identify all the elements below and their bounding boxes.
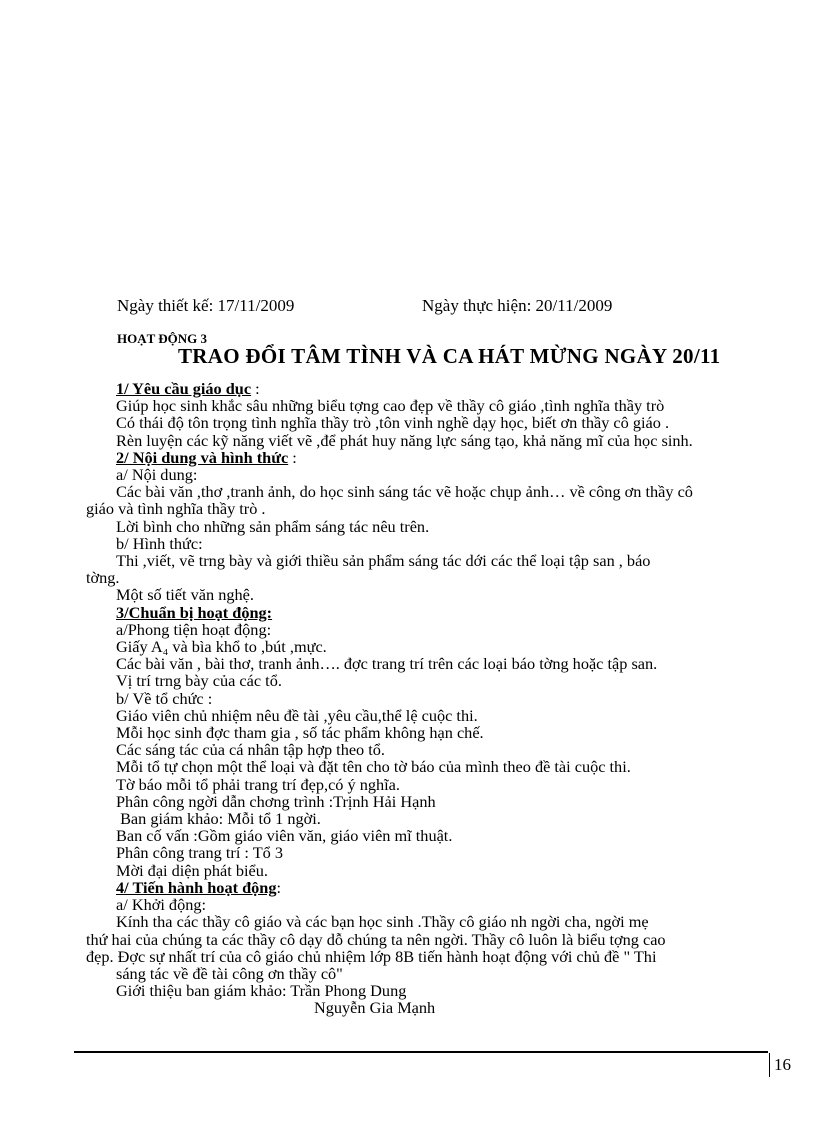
paragraph-line: thứ hai của chúng ta các thầy cô dạy dỗ chúng ta nên ngời. Thầy cô luôn là biểu tợng cao	[86, 929, 666, 949]
paragraph-line: Một số tiết văn nghệ.	[116, 585, 254, 605]
paragraph-line: Có thái độ tôn trọng tình nghĩa thầy trò ,tôn vinh nghề dạy học, biết ơn thầy cô giáo .	[116, 413, 670, 433]
execution-date: Ngày thực hiện: 20/11/2009	[422, 296, 613, 315]
subheading: a/Phong tiện hoạt động:	[116, 619, 272, 639]
section-2-heading-text: 2/ Nội dung và hình thức	[116, 447, 289, 467]
section-1-heading-suffix: :	[251, 379, 260, 398]
paragraph-line: giáo và tình nghĩa thầy trò .	[86, 499, 266, 519]
subheading: a/ Nội dung:	[116, 465, 198, 485]
paragraph-line: Mỗi tổ tự chọn một thể loại và đặt tên cho tờ báo của mình theo đề tài cuộc thi.	[116, 757, 631, 777]
paragraph-line: Tờ báo mỗi tổ phải trang trí đẹp,có ý nghĩa.	[116, 774, 400, 794]
subheading: b/ Về tổ chức :	[116, 688, 213, 708]
judges-line: Giới thiệu ban giám khảo: Trần Phong Dung	[116, 981, 407, 1001]
section-3-heading-text: 3/Chuẩn bị hoạt động:	[116, 602, 273, 622]
page-number-box	[769, 1053, 794, 1077]
paragraph-line: Ban giám khảo: Mỗi tổ 1 ngời.	[116, 809, 321, 829]
paragraph-line: Giúp học sinh khắc sâu những biểu tợng cao đẹp về thầy cô giáo ,tình nghĩa thầy trò	[116, 396, 665, 416]
judges-line: Nguyễn Gia Mạnh	[314, 998, 436, 1018]
paragraph-line: Giáo viên chủ nhiệm nêu đề tài ,yêu cầu,thể lệ cuộc thi.	[116, 705, 478, 725]
section-1-heading	[86, 380, 776, 397]
section-2-heading	[86, 449, 776, 466]
document-body	[86, 380, 776, 1017]
design-date: Ngày thiết kế: 17/11/2009	[117, 296, 295, 315]
paragraph-line: Vị trí trng bày của các tổ.	[116, 671, 282, 691]
paragraph-line: sáng tác về đề tài công ơn thầy cô"	[116, 963, 343, 983]
paragraph-line: Ban cố vấn :Gồm giáo viên văn, giáo viên mĩ thuật.	[116, 826, 453, 846]
section-1-heading-text: 1/ Yêu cầu giáo dục	[116, 379, 252, 398]
section-4-heading-suffix: :	[276, 877, 282, 897]
section-4-heading-text: 4/ Tiến hành hoạt động	[116, 877, 277, 897]
section-4-heading	[86, 879, 776, 896]
section-2-heading-suffix: :	[288, 447, 297, 467]
paragraph-line: Phân công ngời dẫn chơng trình :Trịnh Hải Hạnh	[116, 791, 436, 811]
paragraph-line: Mỗi học sinh đợc tham gia , số tác phẩm không hạn chế.	[116, 723, 484, 743]
activity-label: HOẠT ĐỘNG 3	[117, 331, 208, 346]
paragraph-line: Phân công trang trí : Tổ 3	[116, 843, 284, 863]
page-number: 16	[774, 1055, 791, 1074]
paragraph-line: Kính tha các thầy cô giáo và các bạn học sinh .Thầy cô giáo nh ngời cha, ngời mẹ	[116, 912, 649, 932]
paragraph-line: Giấy A₄ và bìa khổ to ,bút ,mực.	[116, 637, 327, 657]
paragraph-line: tờng.	[86, 568, 120, 588]
paragraph-line: đẹp. Đợc sự nhất trí của cô giáo chủ nhiệm lớp 8B tiến hành hoạt động với chủ đề " Thi	[86, 946, 657, 966]
subheading: b/ Hình thức:	[116, 533, 203, 553]
paragraph-line: Các sáng tác của cá nhân tập hợp theo tổ.	[116, 740, 386, 760]
paragraph-line: Các bài văn , bài thơ, tranh ảnh…. đợc trang trí trên các loại báo tờng hoặc tập san.	[116, 654, 658, 674]
paragraph-line: Mời đại diện phát biểu.	[116, 860, 268, 880]
section-3-heading	[86, 604, 776, 621]
paragraph-line: Rèn luyện các kỹ năng viết vẽ ,để phát huy năng lực sáng tạo, khả năng mĩ của học sinh.	[116, 430, 693, 450]
paragraph-line: Lời bình cho những sản phẩm sáng tác nêu trên.	[116, 516, 430, 536]
page-title: TRAO ĐỔI TÂM TÌNH VÀ CA HÁT MỪNG NGÀY 20/11	[178, 344, 721, 368]
subheading: a/ Khởi động:	[116, 895, 207, 915]
footer-rule	[74, 1051, 768, 1053]
paragraph-line: Các bài văn ,thơ ,tranh ảnh, do học sinh sáng tác vẽ hoặc chụp ảnh… về công ơn thầy cô	[116, 482, 693, 502]
date-row	[117, 296, 613, 316]
paragraph-line: Thi ,viết, vẽ trng bày và giới thiều sản phẩm sáng tác dới các thể loại tập san , báo	[116, 551, 651, 571]
